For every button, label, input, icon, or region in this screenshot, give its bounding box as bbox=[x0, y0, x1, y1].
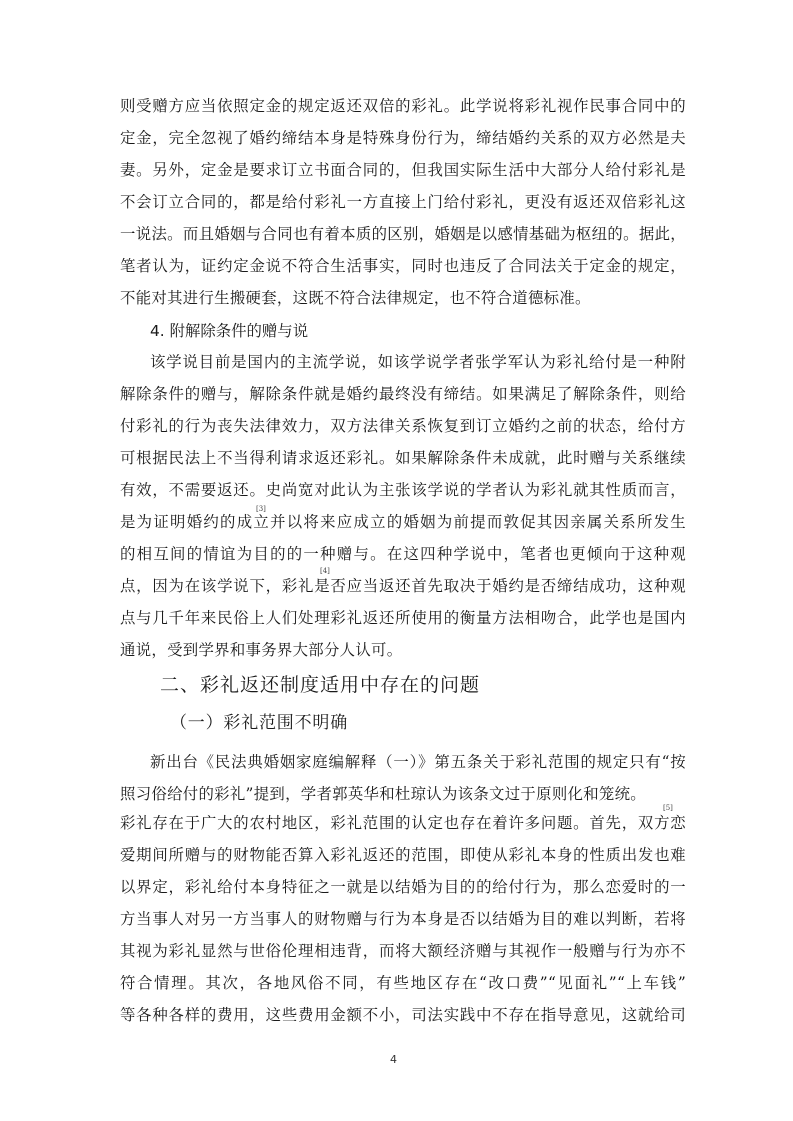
text-line: 解除条件的赠与，解除条件就是婚约最终没有缔结。如果满足了解除条件，则给 bbox=[120, 385, 686, 403]
subsection-heading: （一）彩礼范围不明确 bbox=[170, 713, 348, 733]
text-line: 等各种各样的费用，这些费用金额不小，司法实践中不存在指导意见，这就给司 bbox=[120, 1006, 686, 1024]
text-line: 彩礼存在于广大的农村地区，彩礼范围的认定也存在着许多问题。首先，双方恋 bbox=[120, 814, 686, 832]
footnote-marker: [3] bbox=[256, 505, 266, 513]
text-line: 定金，完全忽视了婚约缔结本身是特殊身份行为，缔结婚约关系的双方必然是夫 bbox=[120, 129, 686, 147]
footnote-marker: [5] bbox=[663, 804, 673, 812]
text-line: 新出台《民法典婚姻家庭编解释（一）》第五条关于彩礼范围的规定只有“按 bbox=[150, 753, 686, 771]
text-line: 则受赠方应当依照定金的规定返还双倍的彩礼。此学说将彩礼视作民事合同中的 bbox=[120, 97, 686, 115]
text-line: 其视为彩礼显然与世俗伦理相违背，而将大额经济赠与其视作一般赠与行为亦不 bbox=[120, 942, 686, 960]
text-line: 爱期间所赠与的财物能否算入彩礼返还的范围，即使从彩礼本身的性质出发也难 bbox=[120, 846, 686, 864]
text-line: 通说，受到学界和事务界大部分人认可。 bbox=[120, 641, 403, 659]
text-line: 点与几千年来民俗上人们处理彩礼返还所使用的衡量方法相吻合，此学也是国内 bbox=[120, 609, 686, 627]
text-line: 笔者认为，证约定金说不符合生活事实，同时也违反了合同法关于定金的规定， bbox=[120, 257, 686, 275]
text-line: 妻。另外，定金是要求订立书面合同的，但我国实际生活中大部分人给付彩礼是 bbox=[120, 161, 686, 179]
text-line: 不能对其进行生搬硬套，这既不符合法律规定，也不符合道德标准。 bbox=[120, 289, 591, 307]
text-line: 的相互间的情谊为目的的一种赠与。在这四种学说中，笔者也更倾向于这种观 bbox=[120, 545, 686, 563]
text-line: 方当事人对另一方当事人的财物赠与行为本身是否以结婚为目的难以判断，若将 bbox=[120, 910, 686, 928]
text-line: 有效，不需要返还。史尚宽对此认为主张该学说的学者认为彩礼就其性质而言， bbox=[120, 481, 686, 499]
text-line: 符合情理。其次，各地风俗不同，有些地区存在“改口费”“见面礼”“上车钱” bbox=[120, 974, 686, 992]
text-line: 不会订立合同的，都是给付彩礼一方直接上门给付彩礼，更没有返还双倍彩礼这 bbox=[120, 193, 686, 211]
footnote-marker: [4] bbox=[320, 567, 330, 575]
text-line: 点，因为在该学说下，彩礼是否应当返还首先取决于婚约是否缔结成功，这种观 bbox=[120, 577, 686, 595]
text-line: 付彩礼的行为丧失法律效力，双方法律关系恢复到订立婚约之前的状态，给付方 bbox=[120, 417, 686, 435]
text-line: 该学说目前是国内的主流学说，如该学说学者张学军认为彩礼给付是一种附 bbox=[150, 353, 686, 371]
item-heading: 4. 附解除条件的赠与说 bbox=[150, 322, 309, 340]
text-line: 可根据民法上不当得利请求返还彩礼。如果解除条件未成就，此时赠与关系继续 bbox=[120, 449, 686, 467]
page-number: 4 bbox=[390, 1053, 397, 1066]
text-line: 以界定，彩礼给付本身特征之一就是以结婚为目的的给付行为，那么恋爱时的一 bbox=[120, 878, 686, 896]
text-line: 一说法。而且婚姻与合同也有着本质的区别，婚姻是以感情基础为枢纽的。据此， bbox=[120, 225, 686, 243]
text-line: 照习俗给付的彩礼”提到，学者郭英华和杜琼认为该条文过于原则化和笼统。 bbox=[120, 785, 646, 803]
section-heading: 二、彩礼返还制度适用中存在的问题 bbox=[160, 674, 481, 696]
text-line: 是为证明婚约的成立并以将来应成立的婚姻为前提而敦促其因亲属关系所发生 bbox=[120, 513, 686, 531]
